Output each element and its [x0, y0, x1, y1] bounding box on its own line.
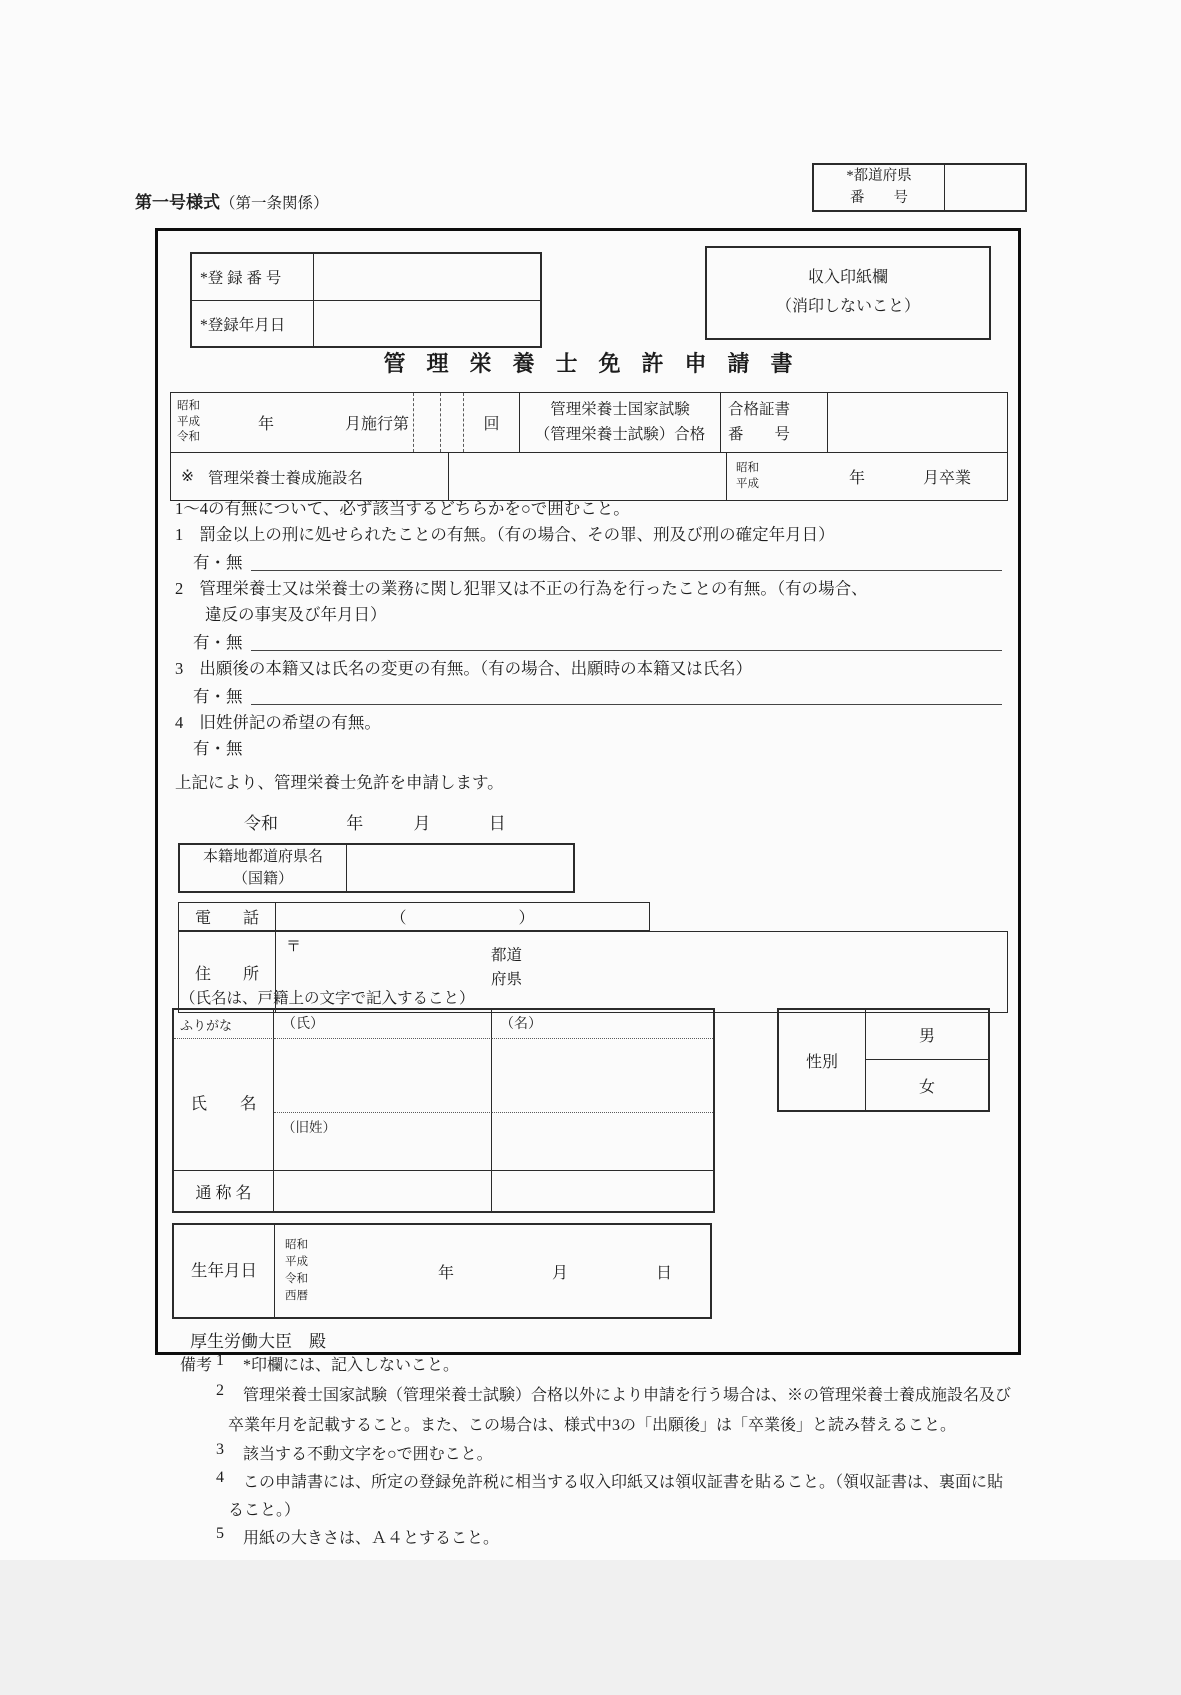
name-label: 氏 名 [174, 1039, 274, 1171]
kana-label: ふりがな [174, 1010, 274, 1039]
form-code: 第一号様式 [135, 193, 220, 212]
maiden-name-input[interactable] [274, 1113, 492, 1171]
prefecture-number-box [812, 163, 1027, 212]
gender-female-option[interactable]: 女 [918, 1078, 935, 1096]
note-1-number: 1 [216, 1352, 224, 1369]
pref-label-line1: *都道府県 [846, 167, 912, 184]
prefecture-suffix-line2: 府県 [491, 971, 523, 989]
birth-era-seireki[interactable]: 西暦 [285, 1290, 308, 1303]
prefecture-suffix-line1: 都道 [491, 947, 523, 964]
exam-session-label: 月施行第 [344, 416, 409, 433]
exam-name-cell [520, 393, 721, 452]
item-4 [175, 712, 381, 734]
item-4-yesno[interactable]: 有・無 [193, 739, 243, 758]
facility-label-cell [171, 453, 449, 500]
note-4-line1: この申請書には、所定の登録免許税に相当する収入印紙又は領収証書を貼ること。（領収証書は、裏面に貼 [243, 1474, 1004, 1491]
item-2-response-line[interactable] [251, 630, 1003, 651]
exam-name-line2: （管理栄養士試験）合格 [534, 425, 706, 443]
form-code-note: （第一条関係） [220, 195, 329, 212]
gender-male-option[interactable]: 男 [866, 1010, 988, 1060]
minister-line: 厚生労働大臣 殿 [190, 1332, 326, 1351]
given-name-input[interactable] [492, 1039, 713, 1113]
facility-prefix: ※ [181, 468, 194, 485]
domicile-label [180, 845, 347, 891]
item-1-text: 罰金以上の刑に処せられたことの有無。（有の場合、その罪、刑及び刑の確定年月日） [199, 525, 835, 544]
item-2-yesno[interactable]: 有・無 [193, 632, 243, 652]
prefecture-number-input[interactable] [945, 165, 1025, 210]
facility-name-input[interactable] [449, 453, 727, 500]
birth-era-reiwa[interactable]: 令和 [285, 1273, 308, 1285]
item-3-text: 出願後の本籍又は氏名の変更の有無。（有の場合、出願時の本籍又は氏名） [199, 659, 753, 678]
note-4-number: 4 [216, 1469, 224, 1486]
domicile-label-line2: （国籍） [232, 871, 293, 887]
name-entry-note: （氏名は、戸籍上の文字で記入すること） [180, 990, 475, 1007]
notes-label: 備考 [180, 1357, 213, 1374]
postal-mark: 〒 [286, 939, 302, 955]
date-month-label: 月 [413, 814, 431, 833]
domicile-box [178, 843, 575, 893]
registration-number-label: *登 録 番 号 [192, 254, 314, 300]
exam-name-line1: 管理栄養士国家試験 [550, 401, 690, 419]
graduation-date-cell [727, 453, 1007, 500]
graduation-era-showa[interactable]: 昭和 [736, 461, 759, 474]
stamp-box-line2: （消印しないこと） [775, 298, 920, 315]
domicile-label-line1: 本籍地都道府県名 [202, 848, 323, 865]
form-outer-box [155, 228, 1021, 1355]
exam-session-digit-cell-2[interactable] [441, 393, 464, 452]
exam-date-cell [171, 393, 414, 452]
alias-given-input[interactable] [492, 1171, 713, 1211]
exam-era-showa[interactable]: 昭和 [177, 400, 200, 413]
facility-row [170, 453, 1008, 501]
item-2 [175, 578, 868, 600]
registration-date-input[interactable] [314, 301, 540, 346]
domicile-input[interactable] [347, 845, 573, 891]
exam-row [170, 392, 1008, 453]
maiden-given-name-input[interactable] [492, 1113, 713, 1171]
date-day-label: 日 [488, 814, 506, 833]
item-3-yesno[interactable]: 有・無 [193, 686, 243, 706]
birth-era-stack [285, 1237, 308, 1306]
item-4-number: 4 [175, 713, 184, 732]
phone-input[interactable]: （ ） [390, 910, 535, 927]
item-1 [175, 524, 835, 546]
exam-counter-cell: 回 [464, 393, 520, 452]
note-5-number: 5 [216, 1525, 224, 1542]
certificate-number-input[interactable] [828, 393, 1007, 452]
birthdate-box [172, 1223, 712, 1319]
item-2-number: 2 [175, 579, 184, 598]
form-code-line [135, 188, 329, 213]
note-3-number: 3 [216, 1441, 224, 1458]
birth-era-showa[interactable]: 昭和 [285, 1238, 308, 1251]
maiden-name-label: （旧姓） [282, 1120, 336, 1135]
declaration-text: 上記により、管理栄養士免許を申請します。 [175, 773, 504, 792]
gender-box [777, 1008, 990, 1112]
note-4-line2: ること。） [228, 1502, 301, 1519]
address-label: 住 所 [179, 932, 276, 1012]
certificate-number-label [721, 393, 828, 452]
item-2-text-line1: 管理栄養士又は栄養士の業務に関し犯罪又は不正の行為を行ったことの有無。（有の場合、 [199, 579, 868, 598]
phone-label: 電 話 [179, 903, 276, 930]
exam-era-reiwa[interactable]: 令和 [177, 431, 200, 444]
graduation-year-label: 年 [849, 470, 866, 487]
item-1-answer [193, 550, 1004, 574]
note-5-text: 用紙の大きさは、Ａ４とすること。 [243, 1530, 500, 1547]
registration-number-input[interactable] [314, 254, 540, 300]
exam-era-stack [177, 399, 200, 446]
birth-month-label: 月 [552, 1264, 569, 1282]
note-1-text: *印欄には、記入しないこと。 [243, 1357, 460, 1374]
birthdate-input[interactable] [275, 1225, 710, 1317]
name-table [172, 1008, 715, 1213]
graduation-month-label: 月卒業 [923, 470, 972, 487]
family-name-input[interactable] [274, 1039, 492, 1113]
item-3-number: 3 [175, 659, 184, 678]
prefecture-suffix-stack [491, 944, 522, 992]
page-bottom-margin [0, 1560, 1181, 1695]
note-2-line2: 卒業年月を記載すること。また、この場合は、様式中3の「出願後」は「卒業後」と読み替えること。 [228, 1417, 957, 1434]
item-2-answer [193, 630, 1004, 654]
given-name-header: （名） [492, 1010, 713, 1039]
circle-instruction: 1～4の有無について、必ず該当するどちらかを○で囲むこと。 [175, 499, 630, 518]
note-3-text: 該当する不動文字を○で囲むこと。 [243, 1446, 493, 1463]
exam-era-heisei[interactable]: 平成 [177, 415, 200, 428]
birthdate-label: 生年月日 [174, 1225, 275, 1317]
application-date-line [244, 809, 506, 834]
item-3-answer [193, 684, 1004, 708]
stamp-box-line1: 収入印紙欄 [807, 269, 888, 287]
note-2-line1: 管理栄養士国家試験（管理栄養士試験）合格以外により申請を行う場合は、※の管理栄養士養成施設名及び [243, 1387, 1012, 1404]
graduation-era-heisei[interactable]: 平成 [736, 477, 759, 490]
facility-label: 管理栄養士養成施設名 [208, 469, 364, 487]
item-4-text: 旧姓併記の希望の有無。 [199, 713, 381, 732]
birth-day-label: 日 [656, 1264, 673, 1282]
prefecture-number-label [814, 165, 945, 210]
registration-date-label: *登録年月日 [192, 301, 314, 346]
phone-row [178, 902, 650, 931]
pref-label-line2: 番 号 [850, 189, 908, 206]
form-title: 管理栄養士免許申請書 [383, 351, 814, 376]
gender-label: 性別 [779, 1010, 866, 1110]
graduation-era-stack [736, 461, 759, 492]
exam-session-digit-cell-1[interactable] [414, 393, 441, 452]
birth-year-label: 年 [438, 1264, 455, 1282]
item-2-text-line2: 違反の事実及び年月日） [205, 605, 387, 624]
certificate-label-line1: 合格証書 [728, 401, 791, 419]
date-year-label: 年 [346, 814, 364, 833]
revenue-stamp-box [705, 246, 991, 340]
item-1-response-line[interactable] [251, 550, 1003, 571]
exam-year-label: 年 [258, 416, 275, 433]
date-era-label: 令和 [244, 814, 278, 833]
item-1-number: 1 [175, 525, 184, 544]
certificate-label-line2: 番 号 [728, 425, 791, 443]
family-name-header: （氏） [274, 1010, 492, 1039]
registration-table [190, 252, 542, 348]
item-1-yesno[interactable]: 有・無 [193, 552, 243, 572]
alias-family-input[interactable] [274, 1171, 492, 1211]
note-2-number: 2 [216, 1382, 224, 1399]
birth-era-heisei[interactable]: 平成 [285, 1255, 308, 1268]
item-3-response-line[interactable] [251, 684, 1003, 705]
item-3 [175, 658, 752, 680]
alias-label: 通 称 名 [174, 1171, 274, 1211]
